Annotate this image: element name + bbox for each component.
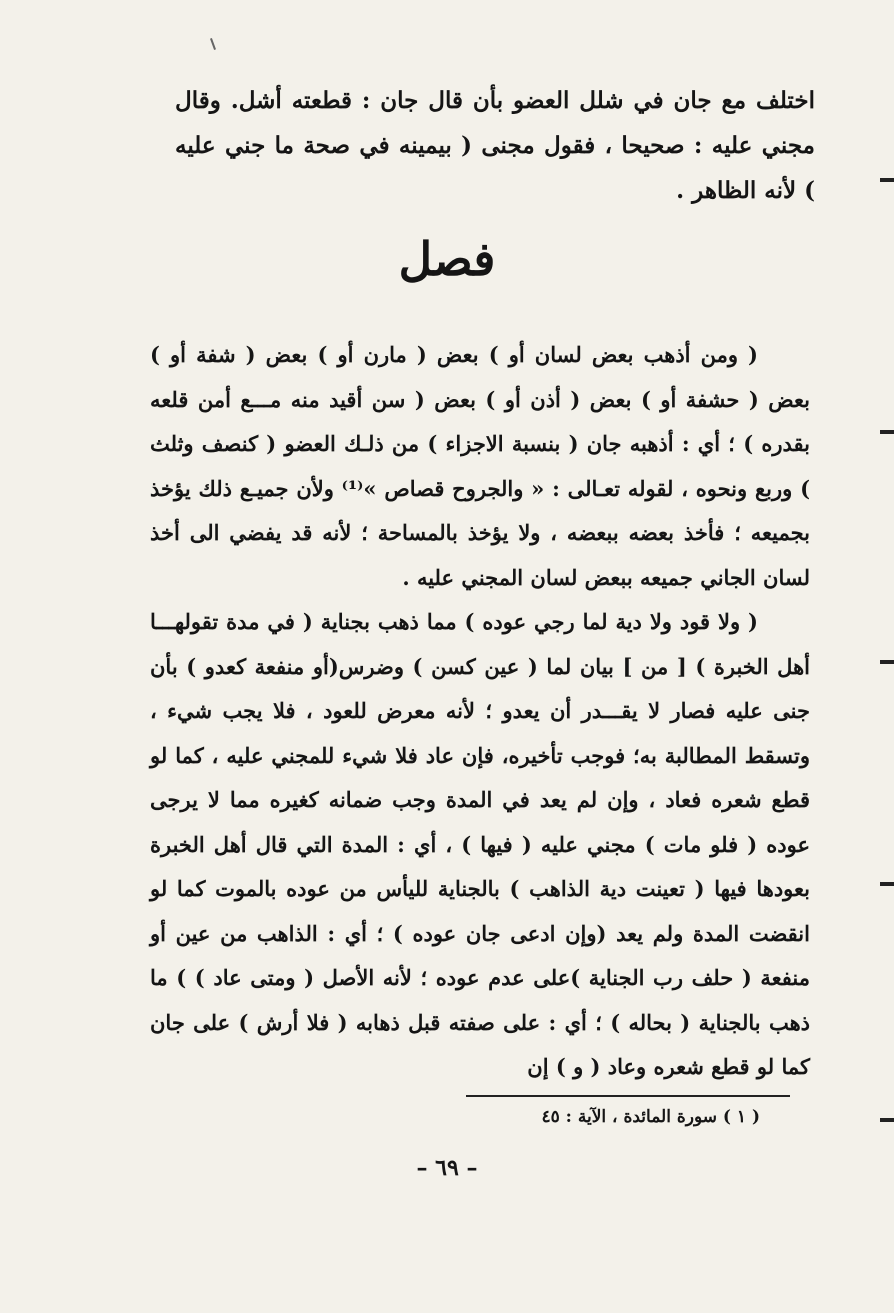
paragraph-1: ( ومن أذهب بعض لسان أو ) بعض ( مارن أو ) بعض ( شفة أو ) بعض ( حشفة أو ) بعض ( أذن أو ) بعض ( سن أقيد منه مـــع أمن قلعه بقدره ) ؛ أي : أذهبه جان ( بنسبة الاجزاء ) من ذلـك العضو ( كنصف وثلث ) وربع ونحوه ، لقوله تعـالى : « والجروح قصاص »⁽¹⁾ ولأن جميـع ذلك يؤخذ بجميعه ؛ فأخذ بعضه ببعضه ، ولا يؤخذ بالمساحة ؛ لأنه قد يفضي الى أخذ لسان الجاني جميعه ببعض لسان المجني عليه . [150,342,811,590]
margin-mark [880,430,894,434]
margin-mark [880,178,894,182]
margin-mark [880,882,894,886]
continued-text: اختلف مع جان في شلل العضو بأن قال جان : قطعته أشل. وقال مجني عليه : صحيحا ، فقول مجنى ( بيمينه في صحة ما جني عليه ) لأنه الظاهر . [175,87,815,204]
page-number: – ٦٩ – [416,1155,478,1181]
body-text [150,333,810,1090]
footnote: ( ١ ) سورة المائدة ، الآية : ٤٥ [541,1107,760,1127]
margin-mark [880,660,894,664]
paragraph-2: ( ولا قود ولا دية لما رجي عوده ) مما ذهب بجناية ( في مدة تقولهـــا أهل الخبرة ) [ من ] بيان لما ( عين كسن ) وضرس(أو منفعة كعدو ) بأن جنى عليه فصار لا يقـــدر أن يعدو ؛ لأنه معرض للعود ، فلا يجب شيء ، وتسقط المطالبة به؛ فوجب تأخيره، فإن عاد فلا شيء للمجني عليه ، كما لو قطع شعره فعاد ، وإن لم يعد في المدة وجب ضمانه كغيره مما لا يرجى عوده ( فلو مات ) مجني عليه ( فيها ) ، أي : المدة التي قال أهل الخبرة بعودها فيها ( تعينت دية الذاهب ) بالجناية لليأس من عوده بالموت كما لو انقضت المدة ولم يعد (وإن ادعى جان عوده ) ؛ أي : الذاهب من عين أو منفعة ( حلف رب الجناية )على عدم عوده ؛ لأنه الأصل ( ومتى عاد ) ) ما ذهب بالجناية ( بحاله ) ؛ أي : على صفته قبل ذهابه ( فلا أرش ) على جان كما لو قطع شعره وعاد ( و ) إن [150,609,810,1079]
scan-tick-mark [210,38,216,50]
footnote-separator [466,1095,790,1097]
margin-mark [880,1118,894,1122]
section-heading: فصل [398,232,496,286]
